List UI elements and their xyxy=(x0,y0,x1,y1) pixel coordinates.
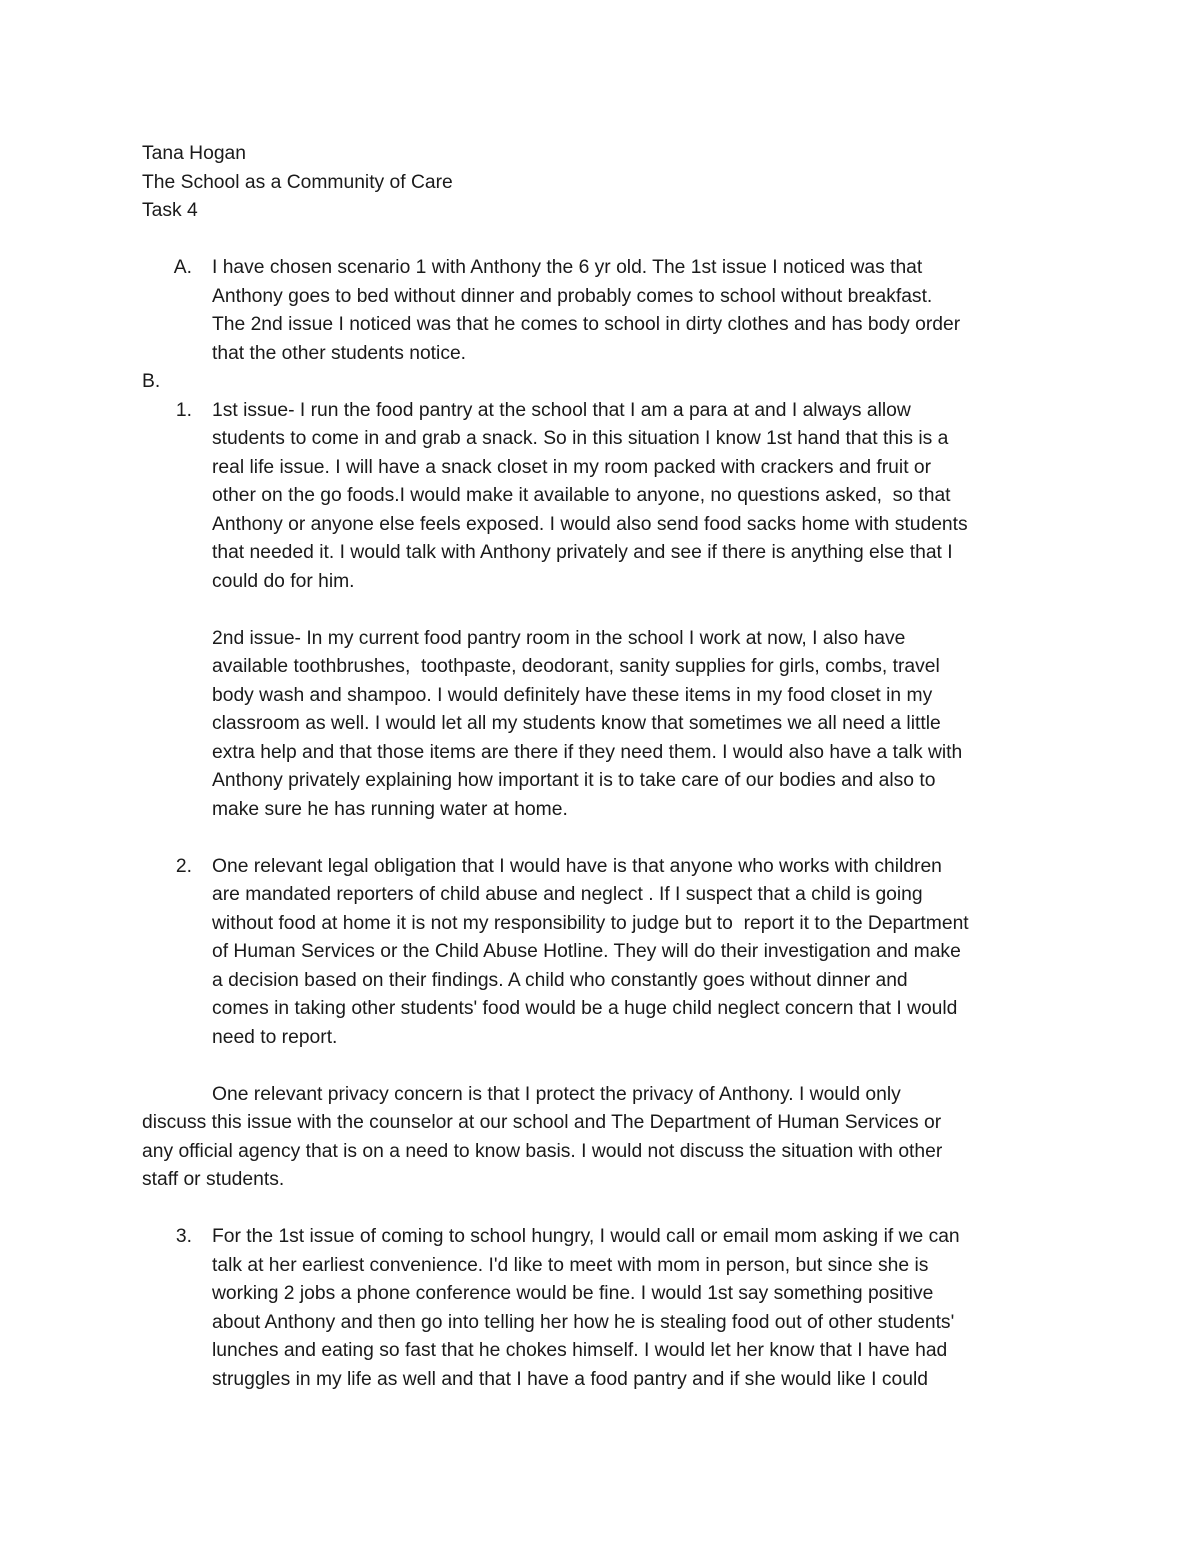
item-2-marker: 2. xyxy=(175,856,192,877)
item-1-line: Anthony or anyone else feels exposed. I would also send food sacks home with students xyxy=(212,514,968,535)
privacy-line: any official agency that is on a need to know basis. I would not discuss the situation with other xyxy=(142,1141,943,1162)
section-a-line: Anthony goes to bed without dinner and probably comes to school without breakfast. xyxy=(212,286,933,307)
item-2-line: One relevant legal obligation that I would have is that anyone who works with children xyxy=(212,856,942,877)
privacy-line: One relevant privacy concern is that I protect the privacy of Anthony. I would only xyxy=(212,1084,901,1105)
section-a-line: that the other students notice. xyxy=(212,343,467,364)
item-3-line: For the 1st issue of coming to school hungry, I would call or email mom asking if we can xyxy=(212,1226,960,1247)
item-1-para2-line: extra help and that those items are there if they need them. I would also have a talk with xyxy=(212,742,963,763)
section-b-marker: B. xyxy=(142,371,161,392)
item-2-line: of Human Services or the Child Abuse Hotline. They will do their investigation and make xyxy=(212,941,961,962)
item-1-line: 1st issue- I run the food pantry at the school that I am a para at and I always allow xyxy=(212,400,911,421)
item-3-line: talk at her earliest convenience. I'd like to meet with mom in person, but since she is xyxy=(212,1255,929,1276)
task-label: Task 4 xyxy=(142,200,198,221)
item-3-line: struggles in my life as well and that I have a food pantry and if she would like I could xyxy=(212,1369,928,1390)
item-1-para2-line: available toothbrushes, toothpaste, deodorant, sanity supplies for girls, combs, travel xyxy=(212,656,940,677)
item-1-para2-line: Anthony privately explaining how important it is to take care of our bodies and also to xyxy=(212,770,936,791)
item-1-para2-line: make sure he has running water at home. xyxy=(212,799,568,820)
item-3-line: working 2 jobs a phone conference would be fine. I would 1st say something positive xyxy=(212,1283,934,1304)
item-3-line: about Anthony and then go into telling her how he is stealing food out of other students' xyxy=(212,1312,955,1333)
item-2-line: need to report. xyxy=(212,1027,338,1048)
item-2-line: are mandated reporters of child abuse and neglect . If I suspect that a child is going xyxy=(212,884,923,905)
section-a-line: I have chosen scenario 1 with Anthony the 6 yr old. The 1st issue I noticed was that xyxy=(212,257,923,278)
item-1-line: students to come in and grab a snack. So in this situation I know 1st hand that this is a xyxy=(212,428,949,449)
item-2-line: a decision based on their findings. A child who constantly goes without dinner and xyxy=(212,970,908,991)
item-1-line: that needed it. I would talk with Anthony privately and see if there is anything else that I xyxy=(212,542,953,563)
privacy-line: staff or students. xyxy=(142,1169,285,1190)
item-1-para2-line: classroom as well. I would let all my students know that sometimes we all need a little xyxy=(212,713,941,734)
section-a-marker: A. xyxy=(173,257,192,278)
item-3-marker: 3. xyxy=(175,1226,192,1247)
item-1-para2-line: 2nd issue- In my current food pantry room in the school I work at now, I also have xyxy=(212,628,906,649)
author-name: Tana Hogan xyxy=(142,143,246,164)
item-1-marker: 1. xyxy=(175,400,192,421)
item-1-line: other on the go foods.I would make it available to anyone, no questions asked, so that xyxy=(212,485,951,506)
item-1-para2-line: body wash and shampoo. I would definitely have these items in my food closet in my xyxy=(212,685,933,706)
item-2-line: without food at home it is not my responsibility to judge but to report it to the Department xyxy=(212,913,969,934)
item-2-line: comes in taking other students' food would be a huge child neglect concern that I would xyxy=(212,998,958,1019)
item-1-line: could do for him. xyxy=(212,571,355,592)
privacy-line: discuss this issue with the counselor at our school and The Department of Human Services or xyxy=(142,1112,942,1133)
section-a-line: The 2nd issue I noticed was that he comes to school in dirty clothes and has body order xyxy=(212,314,961,335)
item-3-line: lunches and eating so fast that he chokes himself. I would let her know that I have had xyxy=(212,1340,948,1361)
item-1-line: real life issue. I will have a snack closet in my room packed with crackers and fruit or xyxy=(212,457,932,478)
course-title: The School as a Community of Care xyxy=(142,172,453,193)
